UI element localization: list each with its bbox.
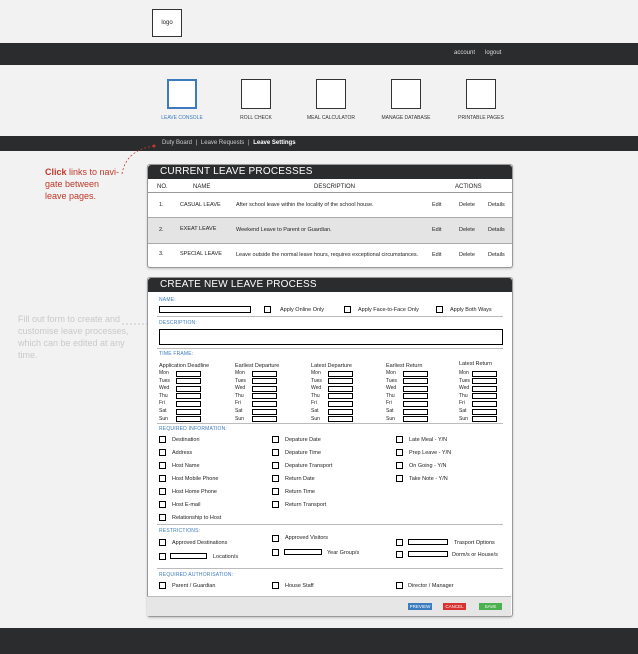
required-info-label: Host Home Phone — [172, 489, 217, 495]
day-label: Sun — [159, 415, 168, 422]
apply-online-label: Apply Online Only — [280, 307, 325, 313]
required-info-checkbox[interactable] — [272, 488, 279, 495]
nav-leave-console[interactable]: LEAVE CONSOLE — [161, 115, 203, 121]
required-info-checkbox[interactable] — [159, 462, 166, 469]
panel-title: CREATE NEW LEAVE PROCESS — [148, 278, 512, 292]
col-header-name: NAME — [193, 184, 211, 190]
nav-roll-check[interactable]: ROLL CHECK — [240, 115, 272, 121]
day-time-input[interactable] — [403, 409, 428, 415]
footer-bar — [0, 628, 638, 654]
table-row — [148, 193, 512, 217]
name-label: NAME: — [159, 297, 176, 303]
dorms-input[interactable] — [408, 551, 448, 557]
day-time-input[interactable] — [328, 371, 353, 377]
required-info-label: Address — [172, 450, 193, 456]
day-time-input[interactable] — [176, 371, 201, 377]
account-link[interactable]: account — [454, 50, 476, 56]
day-label: Thu — [386, 392, 395, 399]
day-time-input[interactable] — [472, 401, 497, 407]
nav-roll-check-icon[interactable] — [241, 79, 271, 109]
timeframe-label: TIME FRAME: — [159, 351, 194, 357]
transport-options-checkbox[interactable] — [396, 539, 403, 546]
day-label: Mon — [311, 370, 321, 376]
row-description: Weekend Leave to Parent or Guardian. — [236, 227, 332, 233]
auth-house-staff-checkbox[interactable] — [272, 582, 279, 589]
day-label: Fri — [459, 400, 465, 407]
day-time-input[interactable] — [403, 401, 428, 407]
required-info-label: Depature Date — [285, 437, 321, 443]
day-time-input[interactable] — [472, 393, 497, 399]
timeframe-column-header: Latest Return — [459, 361, 493, 367]
day-time-input[interactable] — [328, 409, 353, 415]
day-label: Wed — [235, 385, 246, 392]
required-info-label: Destination — [172, 437, 200, 443]
day-label: Sat — [311, 408, 319, 414]
note-text: leave pages. — [45, 191, 97, 201]
timeframe-column-header: Earliest Departure — [235, 363, 280, 369]
row-description: After school leave within the locality of the school house. — [236, 202, 374, 208]
auth-parent-checkbox[interactable] — [159, 582, 166, 589]
note-text: customise leave processes, — [18, 326, 129, 336]
day-label: Sun — [235, 415, 244, 422]
required-info-label: Depature Time — [285, 450, 322, 456]
dorms-label: Dorm/s or House/s — [452, 552, 498, 558]
nav-manage-database[interactable]: MANAGE DATABASE — [381, 115, 431, 121]
row-description: Leave outside the normal leave hours, requires exceptional circumstances. — [236, 252, 419, 258]
required-info-checkbox[interactable] — [159, 514, 166, 521]
day-label: Sun — [459, 415, 468, 422]
timeframe-column-header: Earliest Return — [386, 363, 423, 369]
auth-parent-label: Parent / Guardian — [172, 583, 216, 589]
preview-button[interactable]: PREVIEW — [409, 604, 431, 609]
day-label: Wed — [311, 385, 322, 392]
day-label: Thu — [159, 392, 168, 399]
edit-link[interactable]: Edit — [432, 252, 442, 258]
timeframe-column-header: Application Deadline — [159, 363, 210, 369]
day-label: Wed — [159, 385, 170, 392]
day-label: Fri — [386, 400, 392, 407]
day-time-input[interactable] — [328, 393, 353, 399]
panel-title: CURRENT LEAVE PROCESSES — [148, 165, 512, 179]
day-label: Wed — [459, 385, 470, 392]
required-info-label: Prep Leave - Y/N — [409, 450, 452, 456]
day-label: Thu — [459, 392, 468, 399]
approved-destinations-label: Approved Destinations — [172, 540, 228, 546]
row-name: EXEAT LEAVE — [180, 226, 217, 232]
day-time-input[interactable] — [472, 386, 497, 392]
day-label: Sun — [386, 415, 395, 422]
day-time-input[interactable] — [328, 386, 353, 392]
day-time-input[interactable] — [176, 416, 201, 422]
required-info-checkbox[interactable] — [396, 475, 403, 482]
required-authorisation-label: REQUIRED AUTHORISATION: — [159, 572, 234, 578]
required-info-checkbox[interactable] — [396, 436, 403, 443]
day-label: Thu — [311, 392, 320, 399]
locations-input[interactable] — [170, 553, 207, 559]
auth-director-label: Director / Manager — [408, 583, 454, 589]
name-input[interactable] — [159, 306, 251, 313]
day-time-input[interactable] — [472, 371, 497, 377]
table-row — [148, 244, 512, 267]
restrictions-label: RESTRICTIONS: — [159, 528, 201, 534]
day-label: Sat — [459, 408, 467, 414]
day-time-input[interactable] — [403, 371, 428, 377]
day-time-input[interactable] — [472, 409, 497, 415]
auth-director-checkbox[interactable] — [396, 582, 403, 589]
required-info-label: Return Time — [285, 489, 315, 495]
required-info-label: Relationship to Host — [172, 515, 222, 521]
save-button[interactable]: SAVE — [479, 603, 502, 610]
locations-checkbox[interactable] — [159, 553, 166, 560]
required-info-label: Return Transport — [285, 502, 327, 508]
day-time-input[interactable] — [328, 416, 353, 422]
day-label: Thu — [235, 392, 244, 399]
approved-visitors-label: Approved Visitors — [285, 535, 329, 541]
note-fill-form — [18, 313, 133, 361]
apply-both-checkbox[interactable] — [436, 306, 443, 313]
day-label: Sat — [159, 408, 167, 414]
day-time-input[interactable] — [472, 416, 497, 422]
day-label: Mon — [235, 370, 245, 376]
day-label: Tues — [386, 377, 397, 384]
apply-face-to-face-checkbox[interactable] — [344, 306, 351, 313]
crumb-leave-settings[interactable]: Leave Settings — [253, 140, 296, 146]
required-info-label: Host Mobile Phone — [172, 476, 219, 482]
day-time-input[interactable] — [403, 378, 428, 384]
note-text: which can be edited at any — [18, 338, 125, 348]
day-time-input[interactable] — [328, 401, 353, 407]
day-label: Fri — [159, 400, 165, 407]
required-info-checkbox[interactable] — [159, 436, 166, 443]
col-header-description: DESCRIPTION — [314, 184, 356, 190]
current-leave-processes-panel — [147, 164, 513, 268]
required-info-checkbox[interactable] — [159, 449, 166, 456]
required-info-checkbox[interactable] — [159, 475, 166, 482]
crumb-duty-board[interactable]: Duty Board — [162, 140, 193, 146]
crumb-leave-requests[interactable]: Leave Requests — [200, 140, 245, 146]
breadcrumb — [162, 140, 296, 146]
day-time-input[interactable] — [403, 393, 428, 399]
transport-options-label: Trasport Options — [454, 540, 495, 546]
day-label: Sun — [311, 415, 320, 422]
row-number: 1. — [159, 202, 164, 208]
note-click-links — [45, 166, 125, 202]
logout-link[interactable]: logout — [485, 50, 502, 56]
approved-visitors-checkbox[interactable] — [272, 535, 279, 542]
timeframe-column-header: Latest Departure — [311, 363, 352, 369]
description-label: DESCRIPTION: — [159, 320, 197, 326]
create-leave-process-panel — [147, 277, 513, 617]
day-time-input[interactable] — [252, 386, 277, 392]
note-text: links to navi- — [66, 167, 120, 177]
day-label: Mon — [459, 370, 469, 376]
day-time-input[interactable] — [252, 371, 277, 377]
row-name: SPECIAL LEAVE — [180, 251, 222, 257]
note-text: Fill out form to create and — [18, 314, 121, 324]
apply-both-label: Apply Both Ways — [450, 307, 492, 313]
edit-link[interactable]: Edit — [432, 202, 442, 208]
day-label: Mon — [386, 370, 396, 376]
required-info-label: Late Meal - Y/N — [409, 437, 448, 443]
nav-manage-database-icon[interactable] — [391, 79, 421, 109]
row-number: 3. — [159, 251, 164, 257]
day-time-input[interactable] — [252, 378, 277, 384]
delete-link[interactable]: Delete — [459, 227, 475, 233]
required-info-label: Depature Transport — [285, 463, 333, 469]
day-time-input[interactable] — [176, 393, 201, 399]
required-information-label: REQUIRED INFORMATION: — [159, 426, 227, 432]
year-groups-label: Year Group/s — [327, 550, 360, 556]
nav-leave-console-icon[interactable] — [167, 79, 197, 109]
day-label: Fri — [235, 400, 241, 407]
apply-online-checkbox[interactable] — [264, 306, 271, 313]
day-label: Sat — [235, 408, 243, 414]
day-time-input[interactable] — [252, 409, 277, 415]
day-label: Tues — [311, 377, 322, 384]
required-info-checkbox[interactable] — [272, 462, 279, 469]
approved-destinations-checkbox[interactable] — [159, 539, 166, 546]
nav-meal-calculator[interactable]: MEAL CALCULATOR — [307, 115, 355, 121]
nav-printable-pages-icon[interactable] — [466, 79, 496, 109]
day-time-input[interactable] — [403, 386, 428, 392]
day-time-input[interactable] — [252, 416, 277, 422]
auth-house-staff-label: House Staff — [285, 583, 314, 589]
required-info-checkbox[interactable] — [396, 449, 403, 456]
required-info-checkbox[interactable] — [159, 501, 166, 508]
day-time-input[interactable] — [403, 416, 428, 422]
day-label: Sat — [386, 408, 394, 414]
required-info-checkbox[interactable] — [272, 501, 279, 508]
details-link[interactable]: Details — [488, 252, 505, 258]
crumb-separator: | — [195, 140, 198, 146]
day-time-input[interactable] — [176, 378, 201, 384]
dorms-checkbox[interactable] — [396, 551, 403, 558]
details-link[interactable]: Details — [488, 227, 505, 233]
apply-face-to-face-label: Apply Face-to-Face Only — [358, 307, 419, 313]
edit-link[interactable]: Edit — [432, 227, 442, 233]
note-text: time. — [18, 350, 38, 360]
top-bar — [0, 43, 638, 65]
note-text: gate between — [45, 179, 100, 189]
locations-label: Location/s — [213, 554, 239, 560]
day-label: Tues — [235, 377, 246, 384]
day-time-input[interactable] — [252, 393, 277, 399]
col-header-no: NO. — [157, 184, 168, 190]
table-row — [148, 218, 512, 243]
transport-options-input[interactable] — [408, 539, 448, 545]
row-name: CASUAL LEAVE — [180, 202, 221, 208]
required-info-checkbox[interactable] — [396, 462, 403, 469]
day-time-input[interactable] — [472, 378, 497, 384]
logo[interactable]: logo — [152, 9, 182, 37]
crumb-separator: | — [247, 140, 250, 146]
day-label: Fri — [311, 400, 317, 407]
note-click-strong: Click — [45, 167, 67, 177]
required-info-label: On Going - Y/N — [409, 463, 447, 469]
sub-navigation-bar — [0, 136, 638, 151]
delete-link[interactable]: Delete — [459, 202, 475, 208]
day-time-input[interactable] — [328, 378, 353, 384]
delete-link[interactable]: Delete — [459, 252, 475, 258]
nav-meal-calculator-icon[interactable] — [316, 79, 346, 109]
nav-printable-pages[interactable]: PRINTABLE PAGES — [458, 115, 504, 121]
required-info-checkbox[interactable] — [159, 488, 166, 495]
row-number: 2. — [159, 227, 164, 233]
day-time-input[interactable] — [252, 401, 277, 407]
col-header-actions: ACTIONS — [455, 184, 482, 190]
required-info-checkbox[interactable] — [272, 449, 279, 456]
required-info-checkbox[interactable] — [272, 436, 279, 443]
details-link[interactable]: Details — [488, 202, 505, 208]
day-time-input[interactable] — [176, 386, 201, 392]
required-info-label: Host E-mail — [172, 502, 201, 508]
day-label: Mon — [159, 370, 169, 376]
day-label: Tues — [459, 377, 470, 384]
day-label: Tues — [159, 377, 170, 384]
required-info-label: Return Date — [285, 476, 315, 482]
required-info-checkbox[interactable] — [272, 475, 279, 482]
day-time-input[interactable] — [176, 409, 201, 415]
required-info-label: Take Note - Y/N — [409, 476, 448, 482]
year-groups-input[interactable] — [284, 549, 322, 555]
day-label: Wed — [386, 385, 397, 392]
required-info-label: Host Name — [172, 463, 200, 469]
description-input[interactable] — [159, 329, 503, 345]
year-groups-checkbox[interactable] — [272, 549, 279, 556]
day-time-input[interactable] — [176, 401, 201, 407]
cancel-button[interactable]: CANCEL — [443, 603, 466, 610]
